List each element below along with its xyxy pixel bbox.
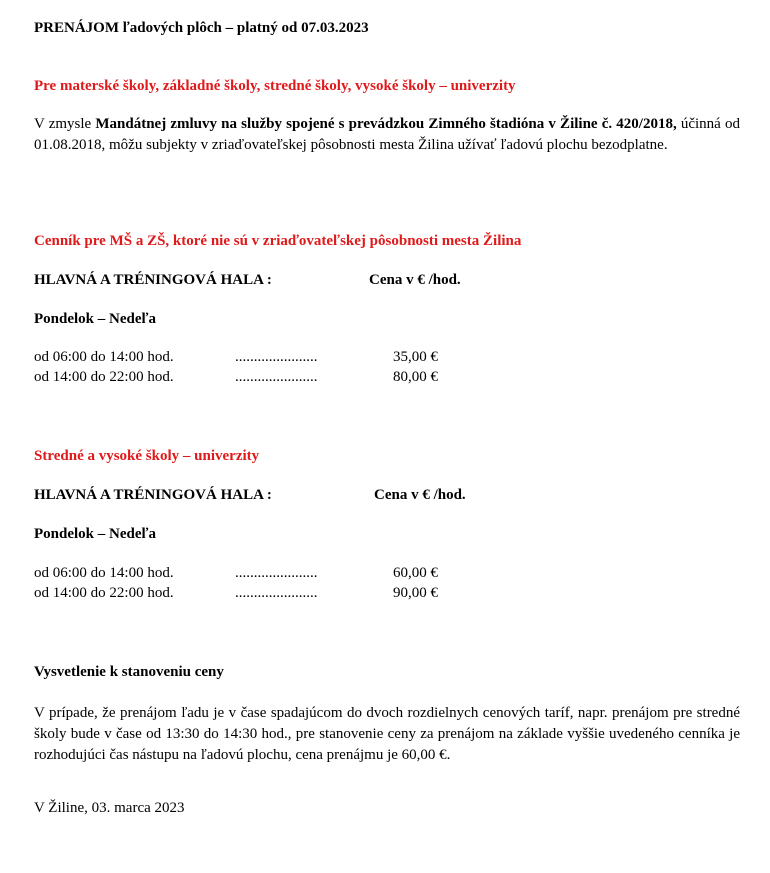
time-range: od 14:00 do 22:00 hod. [34,585,174,601]
time-range: od 14:00 do 22:00 hod. [34,369,174,385]
page-title: PRENÁJOM ľadových plôch – platný od 07.03.2023 [34,20,369,36]
days-label-ss-vs: Pondelok – Nedeľa [34,526,157,542]
leader-dots: ...................... [235,349,318,365]
price-row [34,369,494,389]
leader-dots: ...................... [235,565,318,581]
price-label-ms-zs: Cena v € /hod. [369,272,461,288]
schools-paragraph-intro: V zmysle [34,116,96,132]
place-date: V Žiline, 03. marca 2023 [34,800,185,816]
price-value: 60,00 € [393,565,438,581]
time-range: od 06:00 do 14:00 hod. [34,349,174,365]
hall-label-ms-zs: HLAVNÁ A TRÉNINGOVÁ HALA : [34,272,272,288]
price-value: 35,00 € [393,349,438,365]
price-row [34,349,494,369]
section-heading-schools: Pre materské školy, základné školy, stredné školy, vysoké školy – univerzity [34,78,516,94]
price-value: 90,00 € [393,585,438,601]
price-value: 80,00 € [393,369,438,385]
time-range: od 06:00 do 14:00 hod. [34,565,174,581]
contract-reference: Mandátnej zmluvy na služby spojené s prevádzkou Zimného štadióna v Žiline č. 420/2018, [95,116,677,132]
schools-paragraph-rest: účinná od 01.08.2018, môžu subjekty v zriaďovateľskej pôsobnosti mesta Žilina užívať ľadovú plochu bezodplatne. [34,116,740,153]
price-row [34,565,494,585]
price-row [34,585,494,605]
days-label-ms-zs: Pondelok – Nedeľa [34,311,157,327]
leader-dots: ...................... [235,369,318,385]
leader-dots: ...................... [235,585,318,601]
hall-label-ss-vs: HLAVNÁ A TRÉNINGOVÁ HALA : [34,487,272,503]
explanation-paragraph: V prípade, že prenájom ľadu je v čase spadajúcom do dvoch rozdielnych cenových taríf, napr. prenájom pre stredné školy bude v čase od 13:30 do 14:30 hod., pre stanovenie ceny za prenájom na základe vyššie uvedeného cenníka je rozhodujúci čas nástupu na ľadovú plochu, cena prenájmu je 60,00 €. [34,705,740,763]
schools-paragraph [34,114,740,156]
section-heading-ss-vs: Stredné a vysoké školy – univerzity [34,448,260,464]
section-heading-ms-zs: Cenník pre MŠ a ZŠ, ktoré nie sú v zriaďovateľskej pôsobnosti mesta Žilina [34,233,522,249]
price-label-ss-vs: Cena v € /hod. [374,487,466,503]
explanation-heading: Vysvetlenie k stanoveniu ceny [34,664,224,680]
